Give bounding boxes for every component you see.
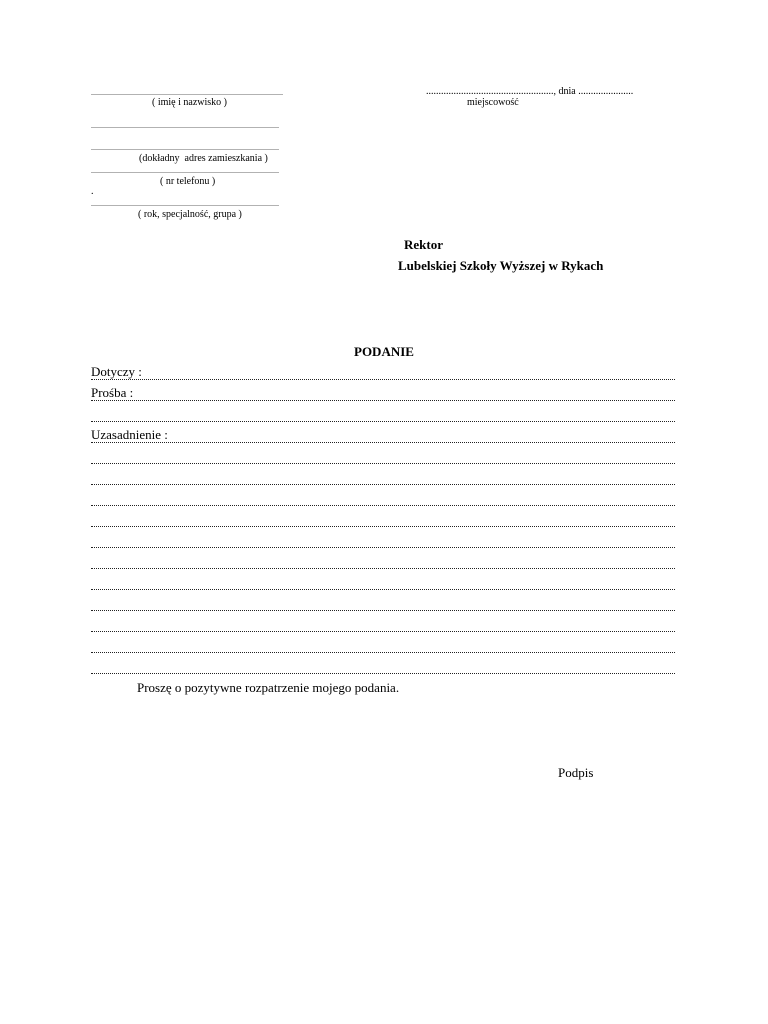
justification-line[interactable] (91, 449, 675, 464)
justification-label: Uzasadnienie : (91, 428, 171, 442)
justification-line[interactable] (91, 596, 675, 611)
recipient-title: Rektor (404, 237, 443, 252)
justification-line[interactable] (91, 491, 675, 506)
justification-line[interactable] (91, 638, 675, 653)
request-label: Prośba : (91, 386, 136, 400)
justification-line[interactable] (91, 575, 675, 590)
justification-line[interactable] (91, 470, 675, 485)
request-field[interactable] (91, 386, 675, 401)
closing-sentence: Proszę o pozytywne rozpatrzenie mojego podania. (137, 680, 400, 695)
name-line: ................................................................................................ (91, 88, 283, 97)
justification-field[interactable] (91, 428, 675, 443)
subject-field[interactable] (91, 365, 675, 380)
justification-line[interactable] (91, 617, 675, 632)
place-caption: miejscowość (467, 97, 519, 108)
signature-label: Podpis (558, 765, 594, 780)
form-heading: PODANIE (354, 344, 414, 359)
address-line-2: .............................................................................................. (91, 143, 279, 152)
address-caption: (dokładny adres zamieszkania ) (139, 153, 268, 164)
request-continuation-line[interactable] (91, 407, 675, 422)
name-caption: ( imię i nazwisko ) (152, 97, 227, 108)
address-line-1: .............................................................................................. (91, 121, 279, 130)
stray-dot: . (91, 186, 94, 197)
justification-line[interactable] (91, 554, 675, 569)
recipient-institution: Lubelskiej Szkoły Wyższej w Rykach (398, 258, 604, 273)
study-caption: ( rok, specjalność, grupa ) (138, 209, 242, 220)
subject-label: Dotyczy : (91, 365, 145, 379)
phone-caption: ( nr telefonu ) (160, 176, 216, 187)
date-line: ..................................................., dnia ...................... (426, 86, 634, 97)
justification-line[interactable] (91, 659, 675, 674)
phone-line: .............................................................................................. (91, 166, 279, 175)
study-line: .............................................................................................. (91, 199, 279, 208)
justification-line[interactable] (91, 533, 675, 548)
justification-line[interactable] (91, 512, 675, 527)
